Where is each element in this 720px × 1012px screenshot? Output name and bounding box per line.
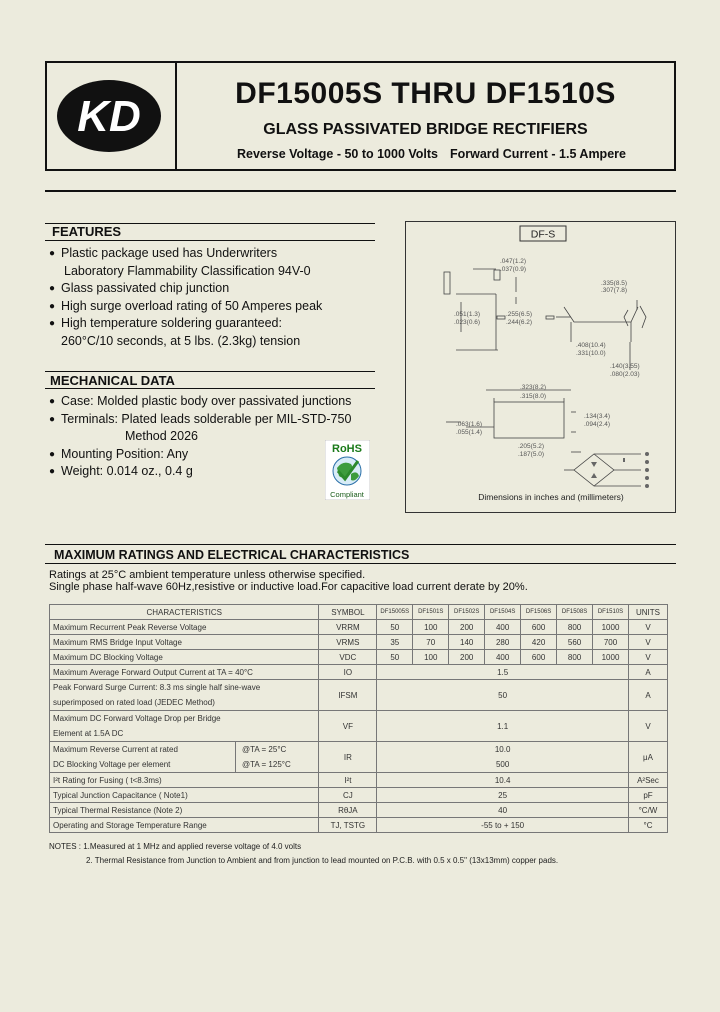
dim-label: .051(1.3) xyxy=(454,311,481,318)
package-outline-drawing xyxy=(406,222,674,511)
package-name: DF-S xyxy=(530,228,556,241)
dim-label: .244(6.2) xyxy=(506,319,533,326)
dim-label: .187(5.0) xyxy=(518,451,545,458)
page-title: DF15005S THRU DF1510S xyxy=(235,77,616,110)
ratings-table xyxy=(49,604,668,833)
header-cell: UNITS xyxy=(628,605,667,620)
table-row: Maximum DC Forward Voltage Drop per Bridge Element at 1.5A DC VF 1.1 V xyxy=(50,711,668,742)
logo-text: KD xyxy=(77,92,141,141)
dim-label: .134(3.4) xyxy=(584,413,611,420)
logo-cell xyxy=(47,63,177,169)
kd-logo xyxy=(47,63,173,169)
dim-label: .307(7.8) xyxy=(601,287,628,294)
ratings-rule-top xyxy=(45,544,676,545)
header-divider xyxy=(45,190,676,192)
mechanical-rule-top xyxy=(45,371,375,372)
header-cell: DF15005S xyxy=(377,605,413,620)
table-row: Maximum Average Forward Output Current at TA = 40°C IO 1.5 A xyxy=(50,665,668,680)
reverse-voltage-spec: Reverse Voltage - 50 to 1000 Volts xyxy=(237,147,439,161)
list-item: ● Weight: 0.014 oz., 0.4 g xyxy=(47,463,351,481)
list-item: ● High temperature soldering guaranteed: xyxy=(47,315,322,333)
header-cell: CHARACTERISTICS xyxy=(50,605,319,620)
features-rule-top xyxy=(45,223,375,224)
header-cell: DF1501S xyxy=(413,605,449,620)
forward-current-spec: Forward Current - 1.5 Ampere xyxy=(450,147,626,161)
table-row: Maximum DC Blocking Voltage VDC 50 100 200 400 600 800 1000 V xyxy=(50,650,668,665)
table-row: Peak Forward Surge Current: 8.3 ms single half sine-wave superimposed on rated load (JEDEC Method) IFSM 50 A xyxy=(50,680,668,711)
dim-label: .080(2.03) xyxy=(610,371,640,378)
mechanical-list xyxy=(47,393,351,481)
list-item: ● High surge overload rating of 50 Amperes peak xyxy=(47,298,322,316)
bullet-icon: ● xyxy=(49,318,56,329)
table-row: I²t Rating for Fusing ( t<8.3ms) I²t 10.4 A²Sec xyxy=(50,773,668,788)
list-item: ● Mounting Position: Any xyxy=(47,446,351,464)
header-cell: DF1506S xyxy=(521,605,557,620)
package-caption: Dimensions in inches and (millimeters) xyxy=(478,492,624,502)
table-header-row xyxy=(50,605,668,620)
header-cell: DF1508S xyxy=(557,605,593,620)
header-box xyxy=(45,61,676,171)
dim-label: .055(1.4) xyxy=(456,429,483,436)
table-row: Operating and Storage Temperature Range TJ, TSTG -55 to + 150 °C xyxy=(50,818,668,833)
dim-label: .023(0.6) xyxy=(454,319,481,326)
list-item-cont: 260°C/10 seconds, at 5 lbs. (2.3kg) tension xyxy=(61,333,301,348)
list-item-cont: Laboratory Flammability Classification 94V-0 xyxy=(64,263,311,278)
dim-label: .205(5.2) xyxy=(518,443,545,450)
dim-label: .140(3.55) xyxy=(610,363,640,370)
rohs-badge xyxy=(325,440,370,500)
bullet-icon: ● xyxy=(49,283,56,294)
table-row: Maximum Reverse Current at rated DC Blocking Voltage per element @TA = 25°C @TA = 125°C IR 10.0 500 μA xyxy=(50,742,668,773)
page-subtitle: GLASS PASSIVATED BRIDGE RECTIFIERS xyxy=(263,121,588,138)
bullet-icon: ● xyxy=(49,248,56,259)
dim-label: .047(1.2) xyxy=(500,258,527,265)
list-item: ● Case: Molded plastic body over passivated junctions xyxy=(47,393,351,411)
note-1: NOTES : 1.Measured at 1 MHz and applied reverse voltage of 4.0 volts xyxy=(49,842,302,851)
package-drawing-box xyxy=(405,221,676,513)
mechanical-title: MECHANICAL DATA xyxy=(50,373,175,388)
features-title: FEATURES xyxy=(52,224,122,239)
ratings-note: Ratings at 25°C ambient temperature unless otherwise specified. xyxy=(49,569,366,581)
bullet-icon: ● xyxy=(49,396,56,407)
dim-label: .315(8.0) xyxy=(520,393,547,400)
header-cell: DF1504S xyxy=(485,605,521,620)
list-item: ● Terminals: Plated leads solderable per MIL-STD-750 xyxy=(47,411,351,429)
features-list xyxy=(47,245,322,350)
header-cell: SYMBOL xyxy=(319,605,377,620)
header-cell: DF1510S xyxy=(593,605,629,620)
bullet-icon: ● xyxy=(49,300,56,312)
dim-label: .063(1.6) xyxy=(456,421,483,428)
list-item: ● Glass passivated chip junction xyxy=(47,280,322,298)
svg-text:RoHS: RoHS xyxy=(332,443,362,455)
bullet-icon: ● xyxy=(49,413,56,425)
table-row: Typical Thermal Resistance (Note 2) RθJA 40 °C/W xyxy=(50,803,668,818)
svg-text:Compliant: Compliant xyxy=(330,490,364,499)
dim-label: .094(2.4) xyxy=(584,421,611,428)
bullet-icon: ● xyxy=(49,466,56,477)
dim-label: .255(6.5) xyxy=(506,311,533,318)
ratings-title: MAXIMUM RATINGS AND ELECTRICAL CHARACTERISTICS xyxy=(54,548,410,562)
rohs-globe-icon xyxy=(325,440,370,500)
dim-label: .323(8.2) xyxy=(520,384,547,391)
dim-label: .335(8.5) xyxy=(601,280,628,287)
features-rule-bottom xyxy=(45,240,375,241)
note-2: 2. Thermal Resistance from Junction to Ambient and from junction to lead mounted on P.C.B. with 0.5 x 0.5" (13x13mm) copper pads. xyxy=(86,856,559,865)
dim-label: .408(10.4) xyxy=(576,342,606,349)
list-item: ● Plastic package used has Underwriters xyxy=(47,245,322,263)
mechanical-rule-bottom xyxy=(45,388,375,389)
table-row: Maximum RMS Bridge Input Voltage VRMS 35 70 140 280 420 560 700 V xyxy=(50,635,668,650)
dim-label: .037(0.9) xyxy=(500,266,527,273)
ratings-conditions xyxy=(49,569,528,593)
ratings-rule-bottom xyxy=(45,563,676,564)
ratings-note: Single phase half-wave 60Hz,resistive or inductive load.For capacitive load current derate by 20%. xyxy=(49,581,528,593)
list-item-cont: Method 2026 xyxy=(125,429,198,443)
dim-label: .331(10.0) xyxy=(576,350,606,357)
table-row: Typical Junction Capacitance ( Note1) CJ 25 pF xyxy=(50,788,668,803)
header-cell: DF1502S xyxy=(449,605,485,620)
table-row: Maximum Recurrent Peak Reverse Voltage VRRM 50 100 200 400 600 800 1000 V xyxy=(50,620,668,635)
bullet-icon: ● xyxy=(49,448,56,460)
